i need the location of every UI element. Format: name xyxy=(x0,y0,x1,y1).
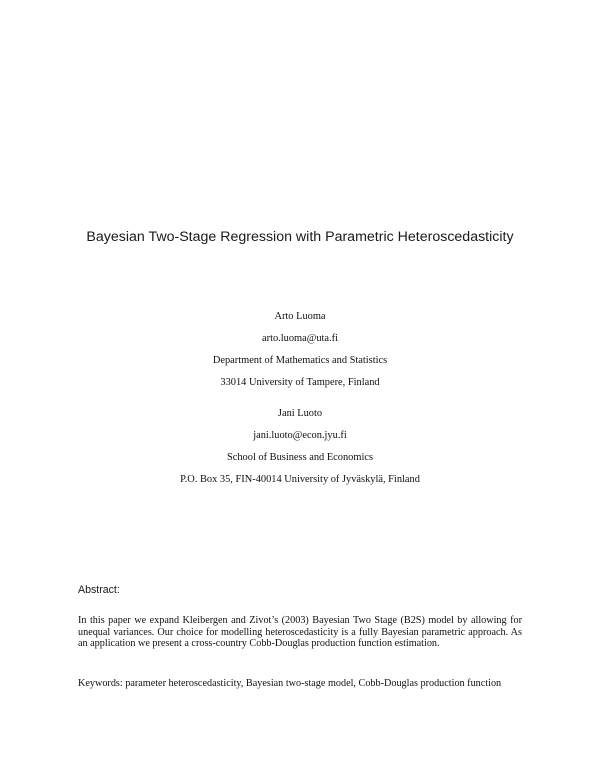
author-block-2 xyxy=(0,403,600,491)
author-name: Jani Luoto xyxy=(277,408,323,419)
author-name: Arto Luoma xyxy=(274,311,326,322)
author-email: jani.luoto@econ.jyu.fi xyxy=(253,430,347,441)
author-address: 33014 University of Tampere, Finland xyxy=(220,377,380,388)
author-department: Department of Mathematics and Statistics xyxy=(212,355,388,366)
author-email: arto.luoma@uta.fi xyxy=(262,333,338,344)
abstract-text: In this paper we expand Kleibergen and Zivot’s (2003) Bayesian Two Stage (B2S) model by allowing for unequal variances. Our choice for modelling heteroscedasticity is a fully Bayesian parametric approach. As an application we present a cross-country Cobb-Douglas production function estimation. xyxy=(78,615,522,650)
keywords: Keywords: parameter heteroscedasticity, Bayesian two-stage model, Cobb-Douglas production function xyxy=(78,678,502,689)
paper-title: Bayesian Two-Stage Regression with Parametric Heteroscedasticity xyxy=(86,229,514,245)
abstract-heading: Abstract: xyxy=(78,584,120,596)
author-department: School of Business and Economics xyxy=(226,452,374,463)
author-address: P.O. Box 35, FIN-40014 University of Jyväskylä, Finland xyxy=(180,474,420,485)
author-block-1 xyxy=(0,306,600,394)
